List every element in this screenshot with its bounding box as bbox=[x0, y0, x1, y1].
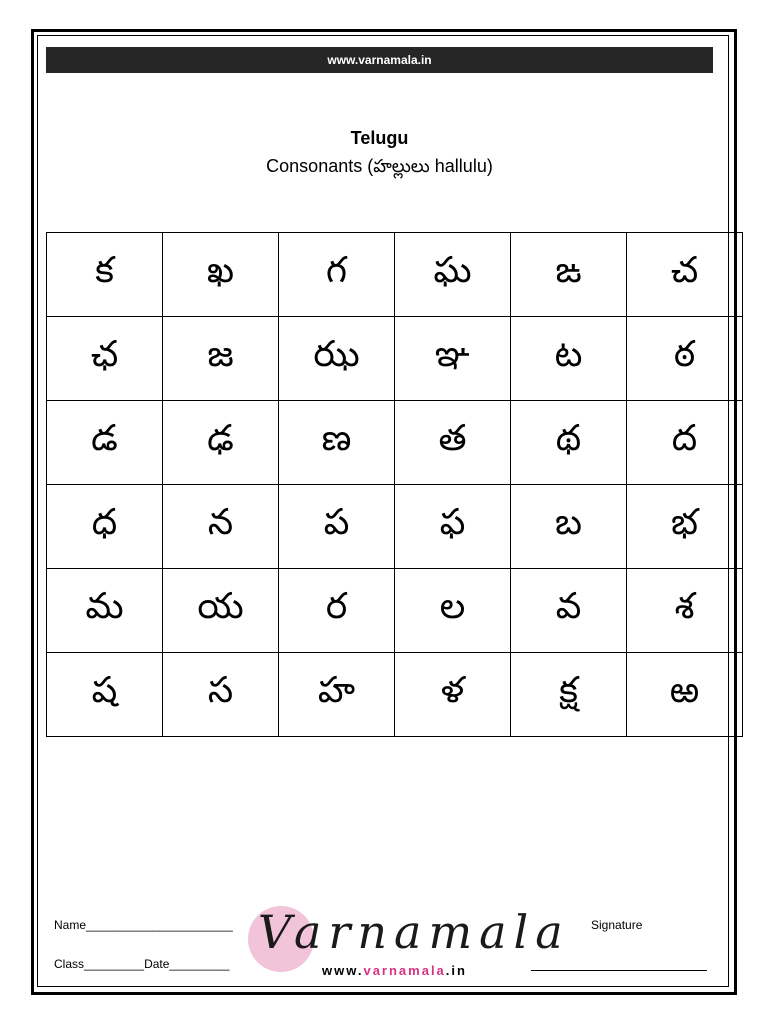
consonant-cell: ళ bbox=[395, 653, 511, 737]
consonant-cell: ట bbox=[511, 317, 627, 401]
consonant-cell: ఢ bbox=[163, 401, 279, 485]
consonant-cell: ఠ bbox=[627, 317, 743, 401]
consonant-cell: హ bbox=[279, 653, 395, 737]
consonant-cell: ర bbox=[279, 569, 395, 653]
header-url[interactable]: www.varnamala.in bbox=[327, 53, 432, 67]
consonant-cell: ఙ bbox=[511, 233, 627, 317]
consonant-cell: శ bbox=[627, 569, 743, 653]
consonant-cell: ఖ bbox=[163, 233, 279, 317]
grid-row bbox=[47, 485, 743, 569]
consonant-cell: క్ష bbox=[511, 653, 627, 737]
consonant-cell: చ bbox=[627, 233, 743, 317]
consonant-grid bbox=[46, 232, 743, 737]
consonant-cell: య bbox=[163, 569, 279, 653]
consonant-cell: గ bbox=[279, 233, 395, 317]
consonant-cell: క bbox=[47, 233, 163, 317]
page-subtitle: Consonants (హల్లులు hallulu) bbox=[266, 156, 493, 176]
consonant-cell: ఱ bbox=[627, 653, 743, 737]
logo-wordmark: Varnamala bbox=[258, 905, 570, 959]
grid-row bbox=[47, 233, 743, 317]
consonant-cell: ద bbox=[627, 401, 743, 485]
consonant-cell: ణ bbox=[279, 401, 395, 485]
consonant-cell: ఛ bbox=[47, 317, 163, 401]
consonant-cell: ప bbox=[279, 485, 395, 569]
consonant-cell: వ bbox=[511, 569, 627, 653]
consonant-cell: స bbox=[163, 653, 279, 737]
consonant-cell: న bbox=[163, 485, 279, 569]
consonant-cell: ఞ bbox=[395, 317, 511, 401]
page-title: Telugu bbox=[350, 128, 409, 148]
consonant-cell: జ bbox=[163, 317, 279, 401]
grid-row bbox=[47, 653, 743, 737]
class-date-field-label: Class_________Date_________ bbox=[54, 957, 230, 971]
consonant-cell: ష bbox=[47, 653, 163, 737]
consonant-cell: ధ bbox=[47, 485, 163, 569]
logo-url-prefix: www. bbox=[322, 963, 364, 978]
logo-url bbox=[322, 963, 467, 978]
signature-label: Signature bbox=[591, 918, 643, 932]
consonant-cell: ల bbox=[395, 569, 511, 653]
grid-row bbox=[47, 401, 743, 485]
consonant-cell: మ bbox=[47, 569, 163, 653]
name-field-label: Name______________________ bbox=[54, 918, 233, 932]
grid-row bbox=[47, 569, 743, 653]
grid-row bbox=[47, 317, 743, 401]
header-bar bbox=[46, 47, 713, 73]
consonant-cell: బ bbox=[511, 485, 627, 569]
consonant-cell: భ bbox=[627, 485, 743, 569]
consonant-cell: ఝ bbox=[279, 317, 395, 401]
signature-line bbox=[531, 970, 707, 971]
consonant-cell: థ bbox=[511, 401, 627, 485]
consonant-cell: డ bbox=[47, 401, 163, 485]
logo-url-accent: varnamala bbox=[363, 963, 446, 978]
consonant-cell: ఫ bbox=[395, 485, 511, 569]
consonant-cell: త bbox=[395, 401, 511, 485]
consonant-cell: ఘ bbox=[395, 233, 511, 317]
logo-url-suffix: .in bbox=[445, 963, 467, 978]
